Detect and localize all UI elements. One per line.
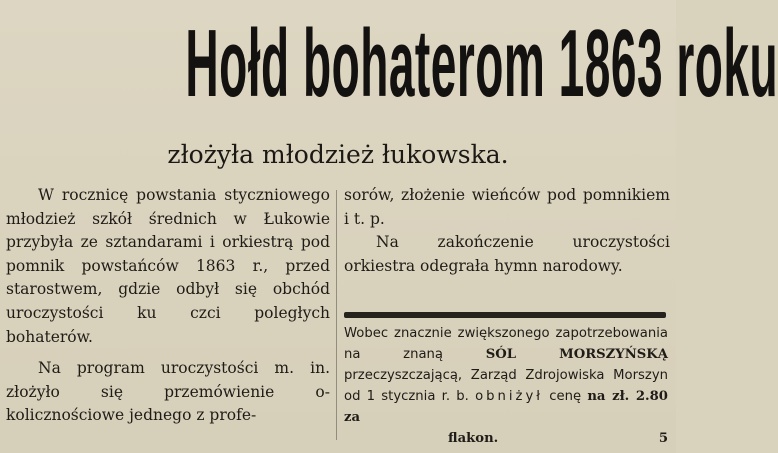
article-left-column xyxy=(6,184,330,428)
section-rule xyxy=(344,312,666,318)
article-paragraph-1: W rocznicę powstania styczniowego młodzież szkół średnich w Łukowie przybyła ze sztandarami i orkiestrą pod pomnik powstańców 1863 r., przed starostwem, gdzie odbył się obchód uroczystości ku czci poległych bohaterów. xyxy=(6,186,330,346)
advertisement xyxy=(344,323,668,449)
ad-last-line xyxy=(344,428,668,449)
headline: Hołd bohaterom 1863 roku xyxy=(185,10,778,117)
ad-text-part3: cenę xyxy=(543,389,588,404)
article-paragraph-3: sorów, złożenie wieńców pod pomnikiem i t. p. xyxy=(344,186,670,228)
ad-product-name: SÓL MORSZYŃSKĄ xyxy=(485,347,668,362)
ad-number: 5 xyxy=(658,431,668,446)
ad-text-part1: Wobec znacznie zwiększonego zapotrzebowania na znaną xyxy=(344,326,668,362)
article-paragraph-4: Na zakończenie uroczystości orkiestra odegrała hymn narodowy. xyxy=(344,233,670,275)
ad-unit: flakon. xyxy=(448,431,499,446)
ad-text-part2: przeczyszczającą, Zarząd Zdrojowiska Morszyn od 1 stycznia r. b. xyxy=(344,368,668,404)
column-divider xyxy=(336,190,337,440)
ad-price: na zł. 2.80 za xyxy=(344,389,668,425)
article-paragraph-2: Na program uroczystości m. in. złożyło się przemówienie okolicznościowe jednego z profe- xyxy=(6,359,330,425)
subheadline: złożyła młodzież łukowska. xyxy=(167,140,509,169)
ad-spaced-word: obniżył xyxy=(475,389,544,404)
article-right-column xyxy=(344,184,670,278)
